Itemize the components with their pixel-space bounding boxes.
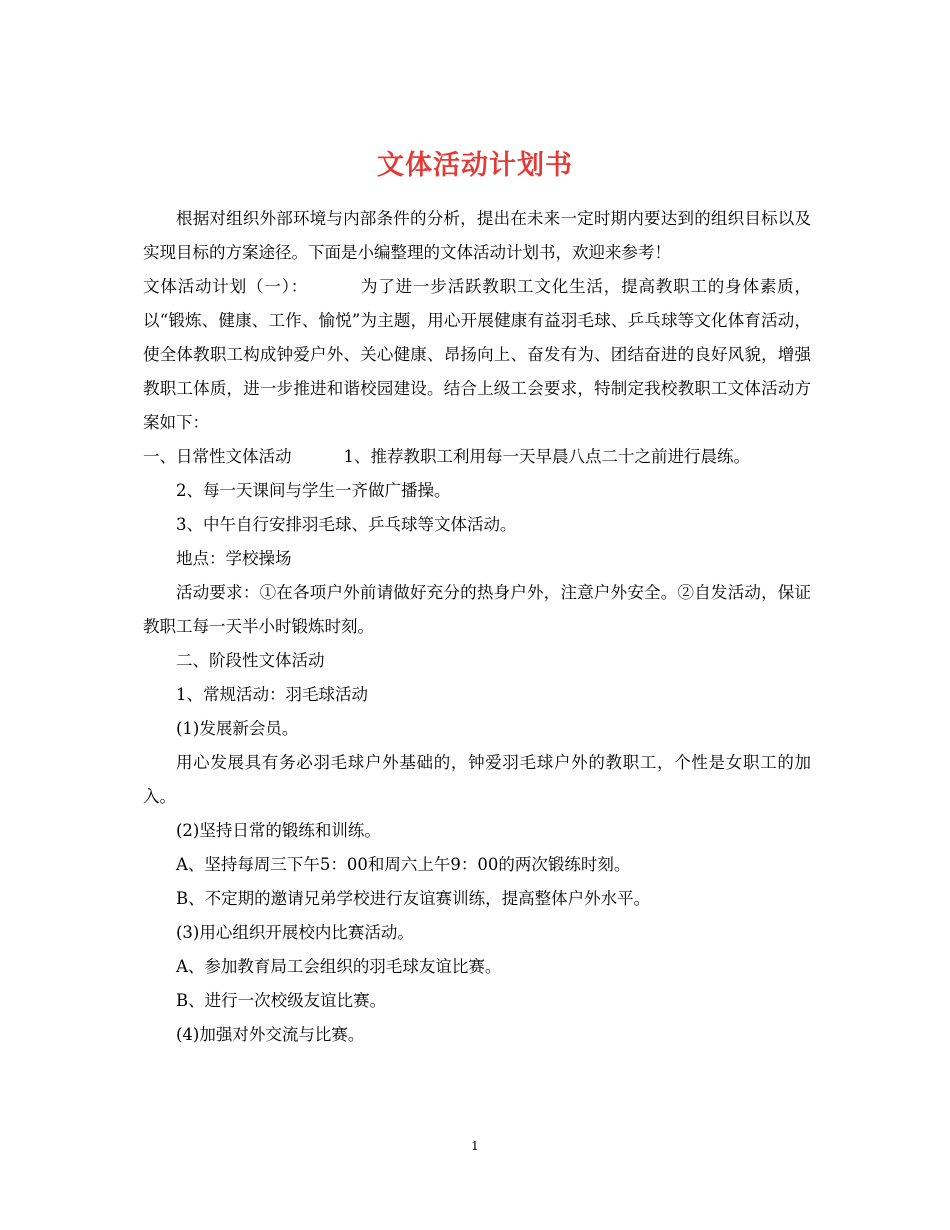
sub1-text: 用心发展具有务必羽毛球户外基础的，钟爱羽毛球户外的教职工，个性是女职工的加入。 — [143, 753, 811, 806]
plan-text: 为了进一步活跃教职工文化生活，提高教职工的身体素质，以“锻炼、健康、工作、愉悦”为主题，用心开展健康有益羽毛球、乒乓球等文化体育活动，使全体教职工构成钟爱户外、关心健康、昂扬向上、奋发有为、团结奋进的良好风貌，增强教职工体质，进一步推进和谐校园建设。结合上级工会要求，特制定我校教职工文体活动方案如下： — [143, 277, 812, 432]
document-body — [143, 202, 811, 1052]
sub3-item-b: B、进行一次校级友谊比赛。 — [176, 991, 387, 1010]
intro-paragraph: 根据对组织外部环境与内部条件的分析，提出在未来一定时期内要达到的组织目标以及实现目标的方案途径。下面是小编整理的文体活动计划书，欢迎来参考！ — [143, 209, 811, 262]
plan-paragraph — [143, 270, 811, 440]
location-line: 地点：学校操场 — [176, 549, 292, 568]
sub3-heading: (3)用心组织开展校内比赛活动。 — [176, 923, 414, 942]
section1-item3: 3、中午自行安排羽毛球、乒乓球等文体活动。 — [176, 515, 517, 534]
sub1-heading: (1)发展新会员。 — [176, 719, 299, 738]
section2-item1: 1、常规活动：羽毛球活动 — [176, 685, 368, 704]
sub2-item-a: A、坚持每周三下午5：00和周六上午9：00的两次锻练时刻。 — [176, 855, 631, 874]
section1-paragraph — [143, 440, 811, 474]
sub4-heading: (4)加强对外交流与比赛。 — [176, 1025, 365, 1044]
section2-heading: 二、阶段性文体活动 — [176, 651, 325, 670]
requirements-paragraph: 活动要求：①在各项户外前请做好充分的热身户外，注意户外安全。②自发活动，保证教职工每一天半小时锻炼时刻。 — [143, 583, 811, 636]
sub2-item-b: B、不定期的邀请兄弟学校进行友谊赛训练，提高整体户外水平。 — [176, 889, 651, 908]
section1-item1: 1、推荐教职工利用每一天早晨八点二十之前进行晨练。 — [343, 447, 750, 466]
plan-heading: 文体活动计划（一）： — [143, 277, 309, 296]
section1-heading: 一、日常性文体活动 — [143, 447, 292, 466]
page-number: 1 — [471, 1139, 479, 1153]
document-title: 文体活动计划书 — [377, 150, 573, 182]
sub3-item-a: A、参加教育局工会组织的羽毛球友谊比赛。 — [176, 957, 502, 976]
section1-item2: 2、每一天课间与学生一齐做广播操。 — [176, 481, 451, 500]
sub2-heading: (2)坚持日常的锻练和训练。 — [176, 821, 381, 840]
